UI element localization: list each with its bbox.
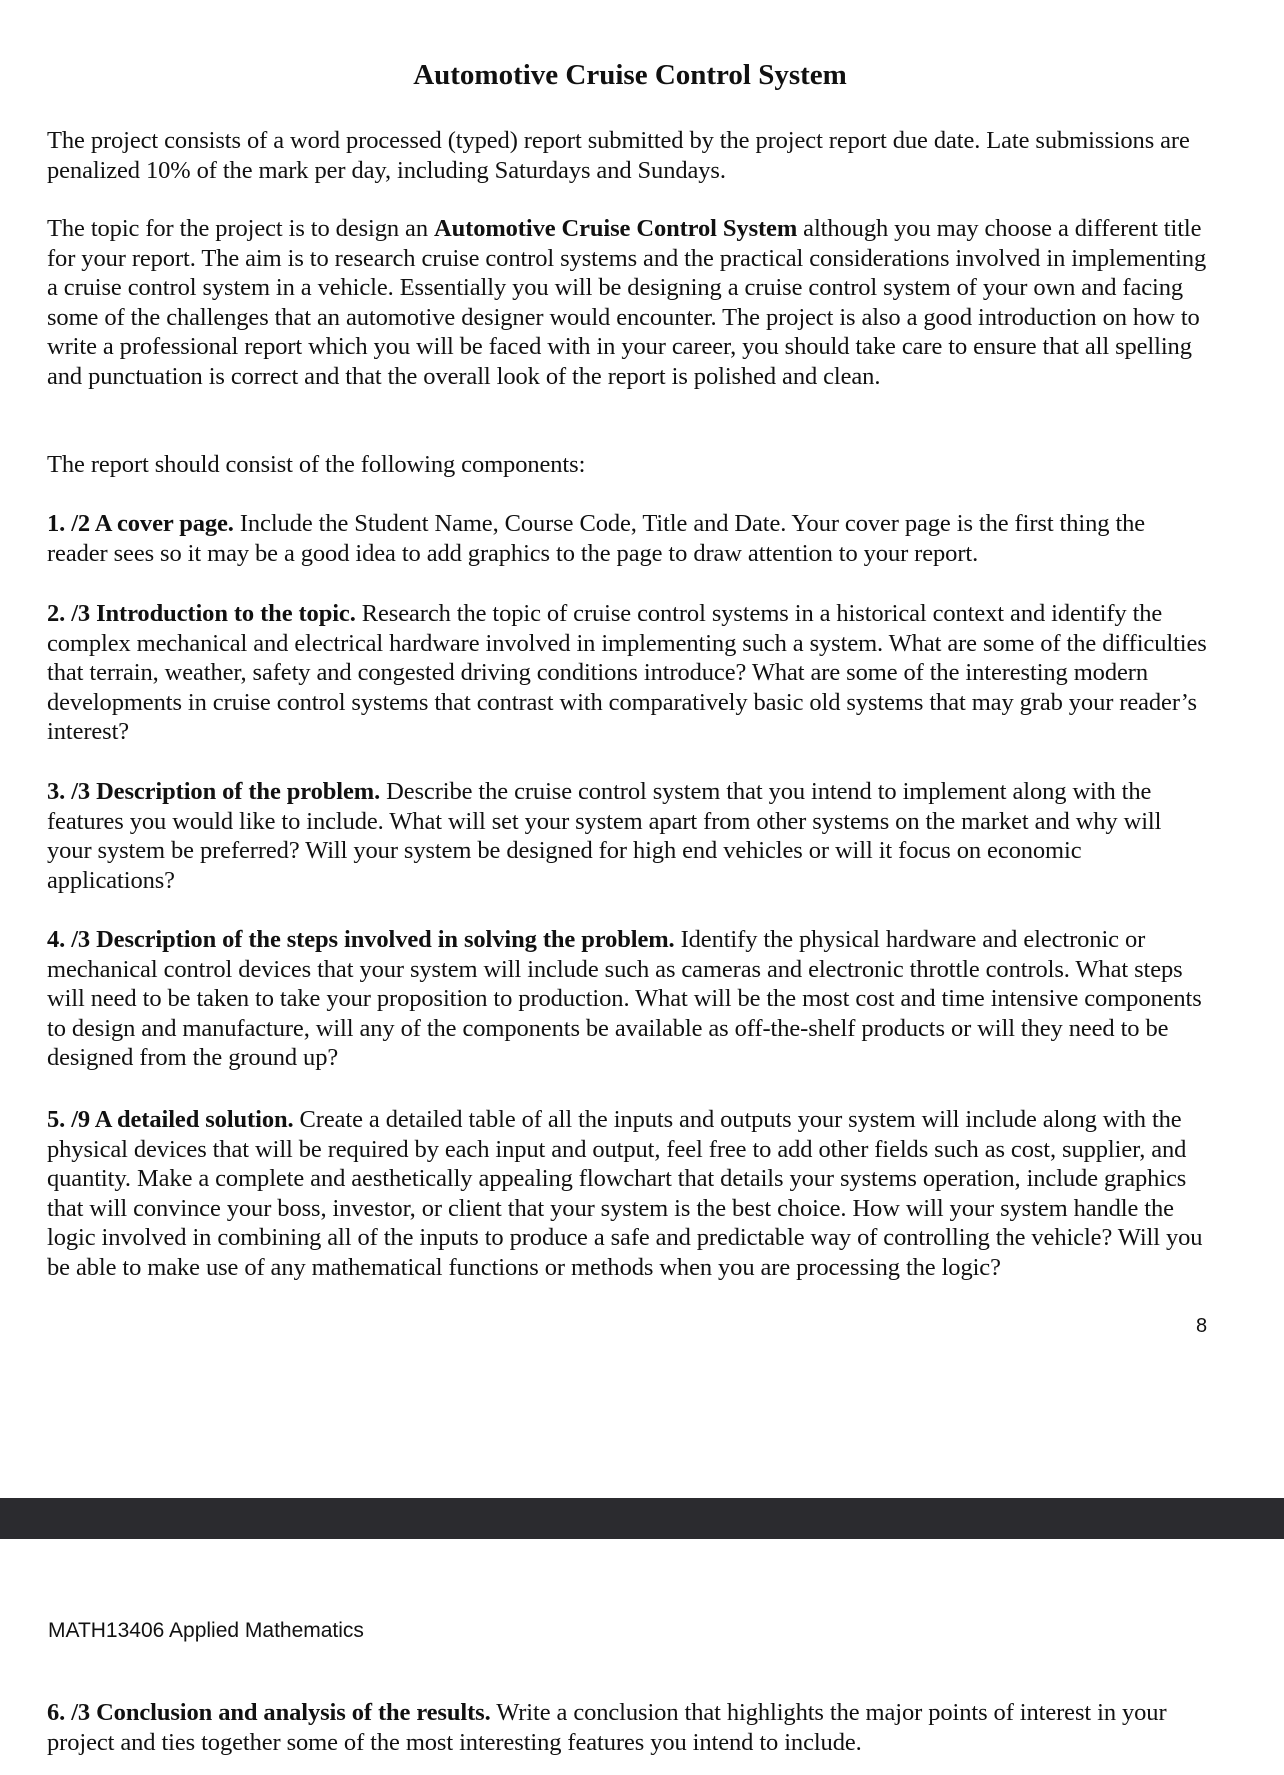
component-heading: 5. /9 A detailed solution.: [47, 1106, 294, 1133]
course-header: MATH13406 Applied Mathematics: [48, 1619, 364, 1642]
component-heading: 3. /3 Description of the problem.: [47, 778, 381, 805]
component-item-detailed-solution: [47, 1105, 1207, 1283]
page-title: Automotive Cruise Control System: [413, 59, 847, 91]
component-heading: 2. /3 Introduction to the topic.: [47, 600, 356, 627]
component-text: Describe the cruise control system that you intend to implement along with the features you would like to include. What will set your system apart from other systems on the market and why will your system be preferred? Will your system be designed for high end vehicles or will it focus on economic applications?: [47, 778, 1162, 894]
component-text: Write a conclusion that highlights the major points of interest in your project and ties together some of the most interesting features you intend to include.: [47, 1699, 1167, 1756]
components-intro: The report should consist of the following components:: [47, 451, 586, 478]
page-number: 8: [1196, 1315, 1208, 1337]
topic-paragraph: [47, 214, 1207, 392]
component-text: Research the topic of cruise control systems in a historical context and identify the complex mechanical and electrical hardware involved in implementing such a system. What are some of the difficulties that terrain, weather, safety and congested driving conditions introduce? What are some of the interesting modern developments in cruise control systems that contrast with comparatively basic old systems that may grab your reader’s interest?: [47, 600, 1207, 746]
topic-text-after: although you may choose a different title for your report. The aim is to research cruise control systems and the practical considerations involved in implementing a cruise control system in a vehicle. Essentially you will be designing a cruise control system of your own and facing some of the challenges that an automotive designer would encounter. The project is also a good introduction on how to write a professional report which you will be faced with in your career, you should take care to ensure that all spelling and punctuation is correct and that the overall look of the report is polished and clean.: [47, 215, 1207, 390]
component-text: Include the Student Name, Course Code, Title and Date. Your cover page is the first thing the reader sees so it may be a good idea to add graphics to the page to draw attention to your report.: [47, 510, 1146, 567]
component-item-solution-steps: [47, 925, 1207, 1073]
topic-bold-title: Automotive Cruise Control System: [434, 215, 798, 242]
component-heading: 1. /2 A cover page.: [47, 510, 234, 537]
topic-text-before: The topic for the project is to design an: [47, 215, 435, 242]
component-item-cover-page: [47, 509, 1207, 568]
page-break-divider: [0, 1498, 1284, 1539]
component-item-conclusion: [47, 1698, 1207, 1757]
component-text: Create a detailed table of all the inputs and outputs your system will include along with the physical devices that will be required by each input and output, feel free to add other fields such as cost, supplier, and quantity. Make a complete and aesthetically appealing flowchart that details your systems operation, include graphics that will convince your boss, investor, or client that your system is the best choice. How will your system handle the logic involved in combining all of the inputs to produce a safe and predictable way of controlling the vehicle? Will you be able to make use of any mathematical functions or methods when you are processing the logic?: [47, 1106, 1203, 1281]
component-item-introduction: [47, 599, 1207, 747]
component-heading: 6. /3 Conclusion and analysis of the results.: [47, 1699, 491, 1726]
component-text: Identify the physical hardware and electronic or mechanical control devices that your system will include such as cameras and electronic throttle controls. What steps will need to be taken to take your proposition to production. What will be the most cost and time intensive components to design and manufacture, will any of the components be available as off-the-shelf products or will they need to be designed from the ground up?: [47, 926, 1202, 1072]
component-item-problem-description: [47, 777, 1207, 895]
intro-paragraph: The project consists of a word processed (typed) report submitted by the project report due date. Late submissions are penalized 10% of the mark per day, including Saturdays and Sundays.: [47, 127, 1190, 184]
component-heading: 4. /3 Description of the steps involved in solving the problem.: [47, 926, 675, 953]
